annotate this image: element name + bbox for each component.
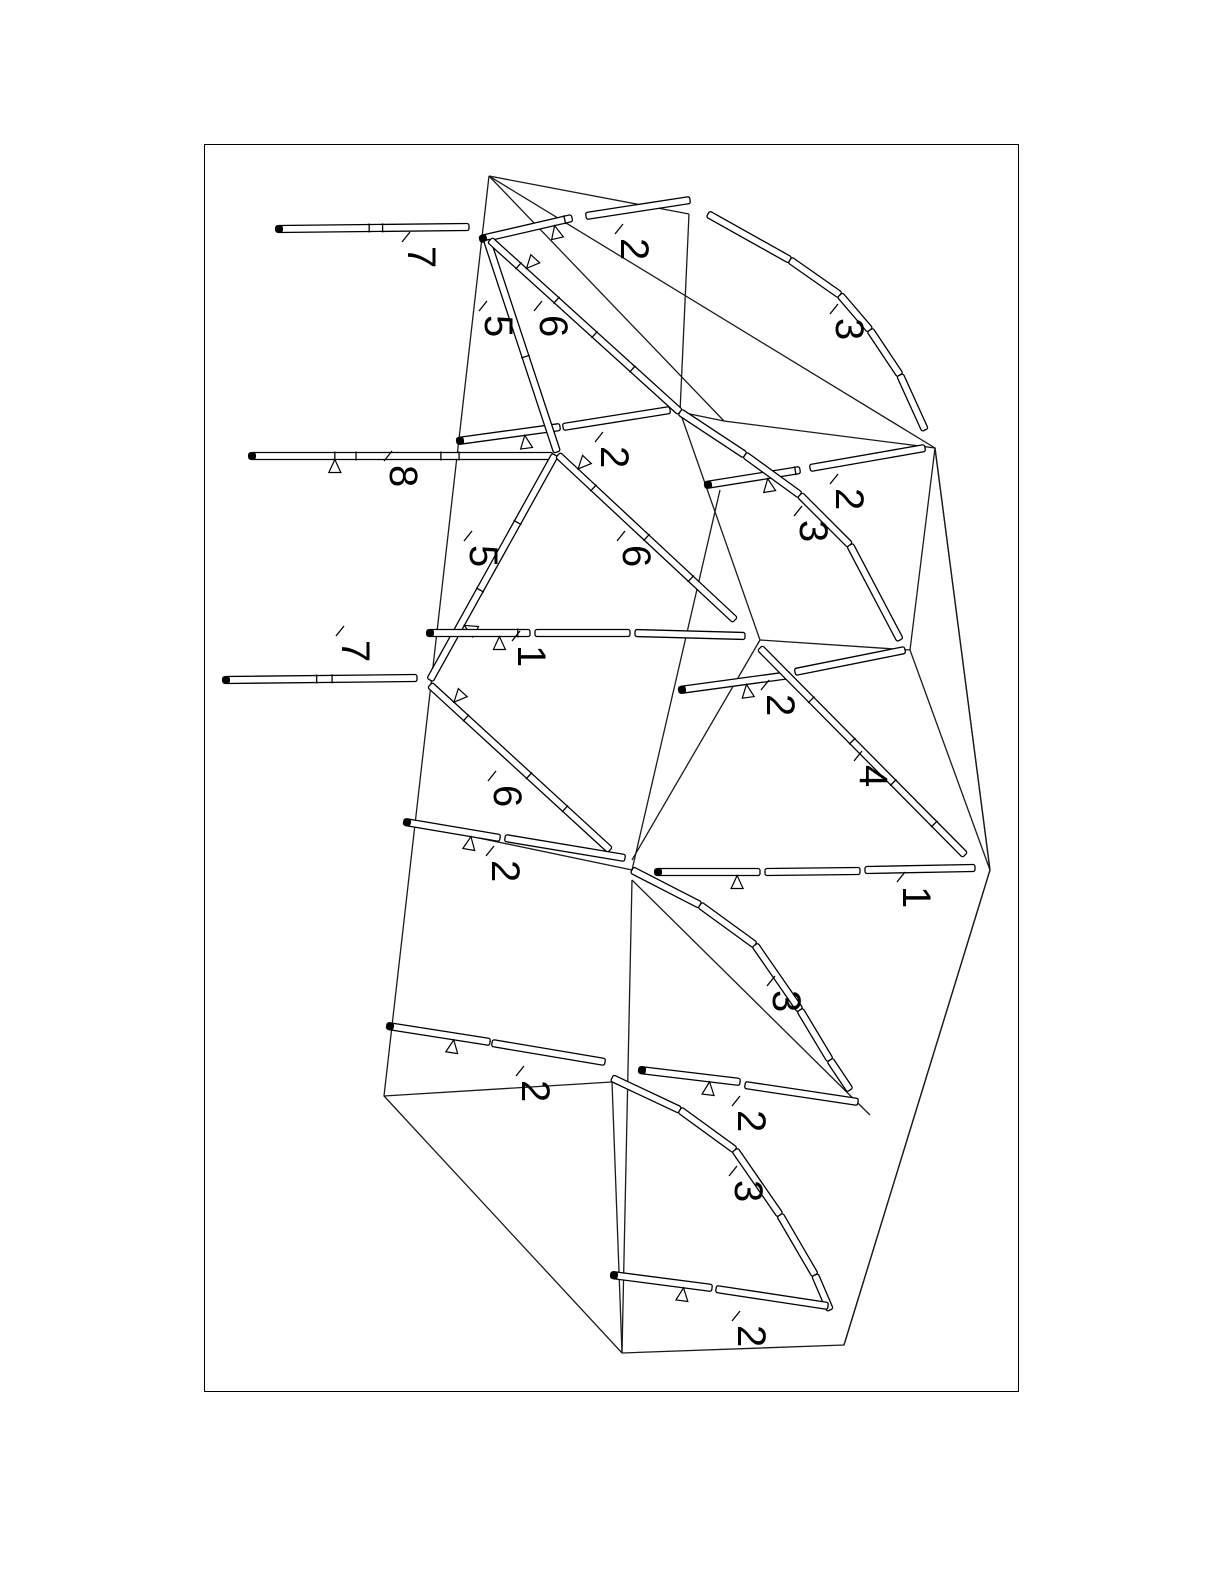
- label-leader-line: [732, 1096, 740, 1106]
- label-leader-line: [486, 846, 494, 856]
- part-1-left-end-cap: [426, 629, 434, 637]
- part-2-low-left-clip-icon: [446, 1039, 460, 1054]
- label-leader-line: [516, 1066, 524, 1076]
- part-2-center-right-body: [794, 647, 905, 676]
- label-leader-line: [464, 531, 472, 541]
- part-3-bottom-bow-seg-body: [611, 1075, 682, 1113]
- part-label: 1: [509, 645, 553, 668]
- part-labels: [333, 224, 938, 1347]
- part-label: 2: [758, 694, 802, 717]
- label-leader-line: [767, 976, 775, 986]
- frame-tubes: [222, 197, 975, 1312]
- part-8-tube-body: [250, 453, 553, 460]
- part-2-center-left-clip-icon: [741, 684, 755, 699]
- part-2-low2-right-body: [744, 1082, 858, 1106]
- part-label: 5: [476, 315, 520, 338]
- part-2-mid2-right-body: [809, 445, 925, 472]
- part-2-low2-right: [744, 1082, 858, 1106]
- part-2-low-left-body: [387, 1023, 490, 1046]
- part-3-bottom-bow-seg: [611, 1075, 682, 1113]
- part-3-mid-bow-seg-body: [678, 409, 747, 458]
- part-8-tube-end-cap: [248, 452, 256, 460]
- part-label: 2: [592, 446, 636, 469]
- part-2-low-right: [491, 1040, 605, 1066]
- part-2-front-left: [400, 818, 500, 855]
- part-1-left-clip-icon: [493, 637, 505, 650]
- part-3-front-bow-seg-body: [827, 1058, 853, 1092]
- part-7-tube-bottom-body: [224, 675, 417, 684]
- part-2-bottom-left-body: [612, 1272, 713, 1292]
- part-label: 3: [726, 1180, 770, 1203]
- part-2-low-left: [383, 1022, 490, 1059]
- part-label: 2: [513, 1080, 557, 1103]
- part-3-rear-bow-seg-body: [897, 374, 928, 432]
- label-leader-line: [488, 771, 496, 781]
- label-leader-line: [615, 224, 623, 234]
- part-label: 6: [614, 545, 658, 568]
- part-2-rear-right-body: [585, 197, 690, 220]
- label-leader-line: [595, 432, 603, 442]
- part-label: 6: [531, 315, 575, 338]
- label-leader-line: [336, 626, 344, 636]
- part-3-bottom-bow-seg: [678, 1107, 737, 1153]
- canopy-outline: [384, 176, 990, 1353]
- part-2-mid-right: [562, 407, 670, 431]
- label-leader-line: [830, 304, 838, 314]
- part-2-bottom-right-body: [715, 1286, 828, 1310]
- part-3-bottom-bow-seg-body: [777, 1213, 818, 1277]
- part-2-low2-left-body: [640, 1067, 741, 1086]
- part-3-front-bow-seg-body: [698, 902, 757, 948]
- part-label: 2: [483, 860, 527, 883]
- part-1-front-left-body: [656, 869, 760, 876]
- label-leader-line: [617, 531, 625, 541]
- part-label: 2: [729, 1110, 773, 1133]
- part-3-rear-bow-seg: [867, 328, 903, 377]
- part-2-center-right: [794, 647, 905, 676]
- part-3-rear-bow-seg: [706, 211, 791, 263]
- part-1-front-mid-body: [765, 868, 860, 876]
- part-1-front-left-end-cap: [654, 868, 662, 876]
- part-4-tube: [757, 645, 968, 858]
- part-1-right-body: [635, 630, 745, 640]
- part-1-left-body: [428, 630, 530, 637]
- part-label: 6: [485, 785, 529, 808]
- part-4-tube-body: [758, 646, 968, 858]
- part-label: 7: [399, 246, 443, 269]
- part-3-rear-bow-seg-body: [867, 328, 903, 377]
- label-leader-line: [402, 232, 410, 242]
- part-label: 3: [827, 318, 871, 341]
- part-6-lower: [427, 673, 621, 853]
- part-2-low-right-body: [491, 1040, 605, 1066]
- part-label: 2: [729, 1325, 773, 1348]
- part-1-mid: [535, 630, 630, 637]
- part-1-front-mid: [765, 868, 860, 876]
- part-7-tube-bottom: [222, 674, 417, 685]
- part-3-bottom-bow-seg-body: [678, 1107, 737, 1153]
- part-3-front-bow-seg: [698, 902, 757, 948]
- part-2-bottom-left-clip-icon: [676, 1287, 690, 1301]
- part-3-bottom-bow-seg: [777, 1213, 818, 1277]
- label-leader-line: [534, 301, 542, 311]
- part-8-tube-clip-icon: [329, 460, 341, 473]
- part-1-right: [635, 630, 745, 640]
- part-label: 3: [791, 520, 835, 543]
- part-label: 7: [333, 640, 377, 663]
- part-1-mid-body: [535, 630, 630, 637]
- part-3-rear-bow-seg: [788, 257, 842, 298]
- part-2-mid2-right: [809, 445, 925, 472]
- part-label: 8: [381, 465, 425, 488]
- part-3-front-bow-seg: [827, 1058, 853, 1092]
- part-3-rear-bow-seg-body: [788, 257, 842, 298]
- part-label: 1: [894, 886, 938, 909]
- part-1-front-right: [865, 865, 975, 874]
- part-3-rear-bow-seg: [897, 374, 928, 432]
- label-leader-line: [479, 301, 487, 311]
- part-3-front-bow-seg: [797, 1008, 833, 1062]
- part-3-front-bow-seg-body: [797, 1008, 833, 1062]
- part-2-low2-left-clip-icon: [702, 1081, 715, 1095]
- part-label: 2: [612, 238, 656, 261]
- part-3-mid-bow-seg: [678, 409, 747, 458]
- part-label: 4: [851, 765, 895, 788]
- part-2-center-left-body: [680, 672, 791, 694]
- part-3-mid-bow-seg: [847, 543, 903, 641]
- part-2-front-left-body: [404, 819, 500, 842]
- part-label: 5: [461, 545, 505, 568]
- part-label: 3: [764, 990, 808, 1013]
- part-7-tube-top-end-cap: [275, 225, 283, 233]
- part-2-mid-left-clip-icon: [519, 435, 533, 450]
- part-2-rear-right: [585, 197, 690, 220]
- part-2-bottom-right: [715, 1286, 828, 1310]
- part-7-tube-bottom-end-cap: [222, 676, 230, 684]
- part-7-tube-top-body: [277, 224, 469, 233]
- part-7-tube-top: [275, 223, 469, 234]
- label-leader-line: [830, 474, 838, 484]
- part-1-front-left-clip-icon: [731, 876, 743, 889]
- part-1-front-right-body: [865, 865, 975, 874]
- part-2-mid-right-body: [562, 407, 670, 431]
- part-3-mid-bow-seg-body: [847, 543, 903, 641]
- label-leader-line: [729, 1166, 737, 1176]
- part-label: 2: [827, 488, 871, 511]
- part-3-rear-bow-seg-body: [706, 211, 791, 263]
- label-leader-line: [732, 1311, 740, 1321]
- label-leader-line: [794, 506, 802, 516]
- part-6-middle: [555, 443, 746, 623]
